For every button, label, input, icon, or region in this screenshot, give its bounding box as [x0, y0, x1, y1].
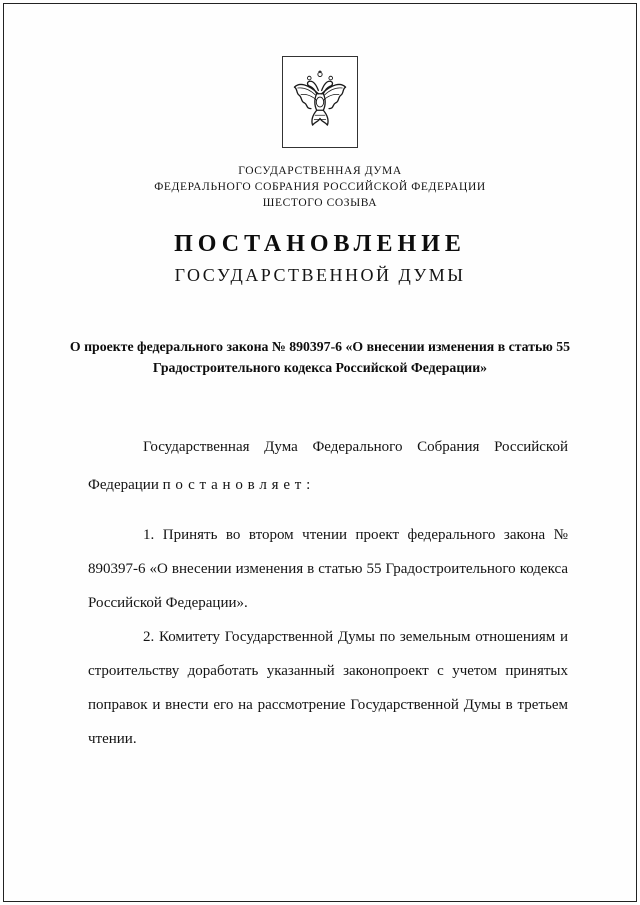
document-body [88, 428, 568, 756]
intro-paragraph [88, 428, 568, 504]
item-1-paragraph: 1. Принять во втором чтении проект федерального закона № 890397-6 «О внесении изменения в статью 55 Градостроительного кодекса Российской Федерации». [88, 527, 568, 611]
issuer-line-3: ШЕСТОГО СОЗЫВА [262, 197, 378, 209]
issuer-block [0, 163, 640, 211]
decree-word: постановляет: [162, 477, 316, 493]
issuer-line-1: ГОСУДАРСТВЕННАЯ ДУМА [238, 165, 402, 177]
document-subject: О проекте федерального закона № 890397-6 «О внесении изменения в статью 55 Градостроительного кодекса Российской Федерации» [69, 339, 571, 375]
document-type-subtitle: ГОСУДАРСТВЕННОЙ ДУМЫ [174, 265, 466, 285]
issuer-line-2: ФЕДЕРАЛЬНОГО СОБРАНИЯ РОССИЙСКОЙ ФЕДЕРАЦИИ [154, 181, 486, 193]
document-type-title: ПОСТАНОВЛЕНИЕ [174, 231, 466, 257]
intro-text: Государственная Дума Федерального Собрания Российской Федерации [88, 439, 568, 493]
emblem-box [282, 56, 358, 148]
item-2-paragraph: 2. Комитету Государственной Думы по земельным отношениям и строительству доработать указанный законопроект с учетом принятых поправок и внести его на рассмотрение Государственной Думы в третьем чтении. [88, 629, 568, 747]
coat-of-arms-icon [291, 69, 349, 135]
